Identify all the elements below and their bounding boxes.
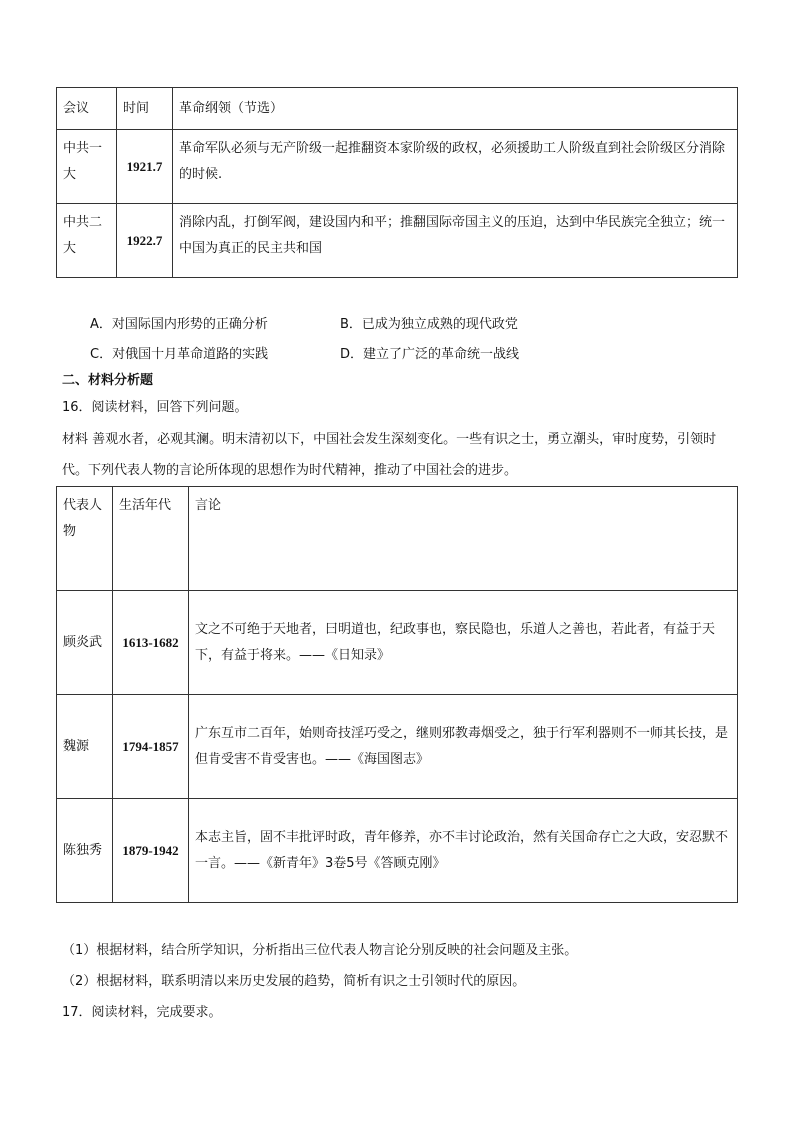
question-16-stem: 16．阅读材料，回答下列问题。: [62, 400, 248, 415]
table-header-row: [57, 487, 738, 591]
cell-time: 1922.7: [117, 204, 173, 278]
header-meeting: 会议: [57, 88, 117, 130]
cell-years: 1613-1682: [113, 591, 189, 695]
option-c: C．对俄国十月革命道路的实践: [90, 347, 269, 362]
header-person: 代表人物: [57, 487, 113, 591]
cell-quote: 本志主旨，固不丰批评时政，青年修养，亦不丰讨论政治，然有关国命存亡之大政，安忍默不一言。——《新青年》3卷5号《答顾克刚》: [189, 799, 738, 903]
question-16-material: 材料 善观水者，必观其澜。明末清初以下，中国社会发生深刻变化。一些有识之士，勇立潮头，审时度势，引领时代。下列代表人物的言论所体现的思想作为时代精神，推动了中国社会的进步。: [62, 432, 717, 478]
question-16-sub1: （1）根据材料，结合所学知识，分析指出三位代表人物言论分别反映的社会问题及主张。: [62, 943, 578, 958]
cell-program: 消除内乱，打倒军阀，建设国内和平；推翻国际帝国主义的压迫，达到中华民族完全独立；统一中国为真正的民主共和国: [173, 204, 738, 278]
cell-quote: 文之不可绝于天地者，曰明道也，纪政事也，察民隐也，乐道人之善也，若此者，有益于天下，有益于将来。——《日知录》: [189, 591, 738, 695]
header-quote: 言论: [189, 487, 738, 591]
header-time: 时间: [117, 88, 173, 130]
table-row: [57, 695, 738, 799]
table-meetings: [56, 87, 738, 278]
cell-quote: 广东互市二百年，始则奇技淫巧受之，继则邪教毒烟受之，独于行军利器则不一师其长技，是但肯受害不肯受害也。——《海国图志》: [189, 695, 738, 799]
option-b: B．已成为独立成熟的现代政党: [340, 317, 518, 332]
question-17-stem: 17．阅读材料，完成要求。: [62, 1005, 222, 1020]
section-title: 二、材料分析题: [62, 373, 154, 388]
cell-meeting: 中共二大: [57, 204, 117, 278]
table-row: [57, 591, 738, 695]
cell-meeting: 中共一大: [57, 130, 117, 204]
option-a: A．对国际国内形势的正确分析: [90, 317, 268, 332]
cell-time: 1921.7: [117, 130, 173, 204]
table-row: [57, 799, 738, 903]
table-row: [57, 130, 738, 204]
cell-program: 革命军队必须与无产阶级一起推翻资本家阶级的政权，必须援助工人阶级直到社会阶级区分消除的时候.: [173, 130, 738, 204]
question-16-sub2: （2）根据材料，联系明清以来历史发展的趋势，简析有识之士引领时代的原因。: [62, 974, 526, 989]
header-years: 生活年代: [113, 487, 189, 591]
table-figures: [56, 486, 738, 903]
table-header-row: [57, 88, 738, 130]
header-program: 革命纲领（节选）: [173, 88, 738, 130]
option-d: D．建立了广泛的革命统一战线: [340, 347, 520, 362]
cell-years: 1879-1942: [113, 799, 189, 903]
cell-person: 陈独秀: [57, 799, 113, 903]
cell-years: 1794-1857: [113, 695, 189, 799]
cell-person: 魏源: [57, 695, 113, 799]
cell-person: 顾炎武: [57, 591, 113, 695]
table-row: [57, 204, 738, 278]
